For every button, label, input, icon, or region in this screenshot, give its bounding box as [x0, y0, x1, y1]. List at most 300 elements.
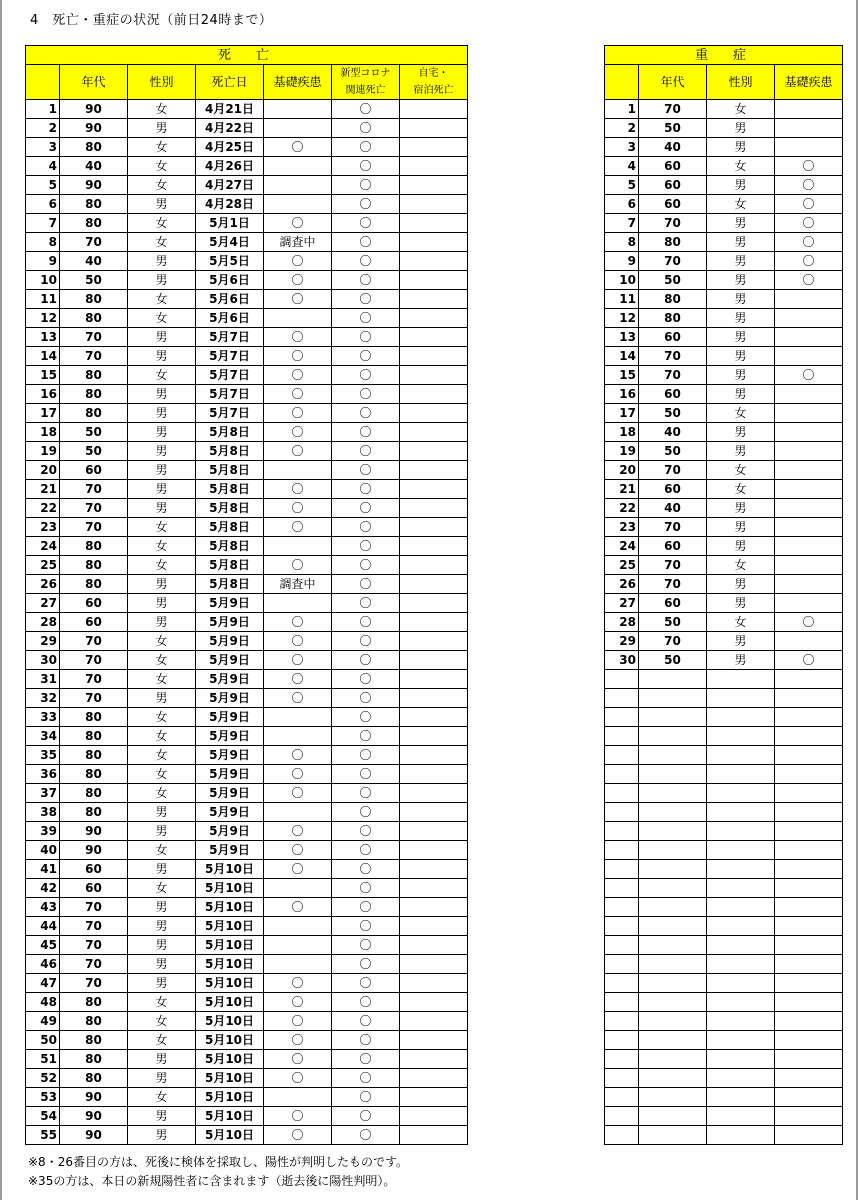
condition-cell: 〇 — [264, 822, 332, 841]
severe-empty-row — [605, 1126, 843, 1145]
sex-cell: 男 — [707, 252, 775, 271]
row-number: 38 — [26, 803, 60, 822]
condition-cell: 〇 — [775, 271, 843, 290]
severe-table-row — [605, 651, 843, 670]
condition-cell: 〇 — [264, 860, 332, 879]
date-cell: 5月8日 — [196, 537, 264, 556]
age-cell: 80 — [60, 385, 128, 404]
age-cell: 40 — [639, 499, 707, 518]
empty-cell — [707, 670, 775, 689]
condition-cell: 〇 — [264, 347, 332, 366]
corona-related-cell: 〇 — [332, 1031, 400, 1050]
sex-cell: 男 — [707, 651, 775, 670]
row-number: 49 — [26, 1012, 60, 1031]
sex-cell: 女 — [128, 518, 196, 537]
row-number: 18 — [605, 423, 639, 442]
date-cell: 5月8日 — [196, 556, 264, 575]
row-number: 22 — [605, 499, 639, 518]
empty-cell — [707, 727, 775, 746]
row-number: 13 — [605, 328, 639, 347]
empty-cell — [605, 1107, 639, 1126]
empty-cell — [707, 993, 775, 1012]
death-table-row — [26, 689, 468, 708]
severe-empty-row — [605, 898, 843, 917]
death-table-row — [26, 309, 468, 328]
sex-cell: 男 — [707, 119, 775, 138]
condition-cell: 調査中 — [264, 575, 332, 594]
condition-cell: 〇 — [264, 689, 332, 708]
empty-cell — [775, 1069, 843, 1088]
row-number: 23 — [26, 518, 60, 537]
condition-cell: 〇 — [264, 404, 332, 423]
date-cell: 5月10日 — [196, 860, 264, 879]
corona-related-cell: 〇 — [332, 1107, 400, 1126]
sex-cell: 男 — [707, 347, 775, 366]
condition-cell: 〇 — [264, 651, 332, 670]
condition-cell — [775, 556, 843, 575]
empty-cell — [775, 860, 843, 879]
corona-related-cell: 〇 — [332, 157, 400, 176]
date-cell: 5月9日 — [196, 765, 264, 784]
age-cell: 60 — [60, 594, 128, 613]
age-cell: 60 — [639, 176, 707, 195]
corona-related-cell: 〇 — [332, 841, 400, 860]
sex-cell: 女 — [128, 993, 196, 1012]
row-number: 12 — [605, 309, 639, 328]
empty-cell — [775, 955, 843, 974]
death-table-row — [26, 917, 468, 936]
age-cell: 70 — [639, 632, 707, 651]
age-cell: 90 — [60, 841, 128, 860]
date-cell: 5月8日 — [196, 423, 264, 442]
sex-cell: 女 — [128, 214, 196, 233]
footnote-2: ※35の方は、本日の新規陽性者に含まれます（逝去後に陽性判明）。 — [28, 1174, 396, 1188]
sex-cell: 男 — [128, 385, 196, 404]
empty-cell — [605, 765, 639, 784]
corona-related-cell: 〇 — [332, 708, 400, 727]
empty-cell — [775, 822, 843, 841]
row-number: 1 — [605, 100, 639, 119]
condition-cell — [775, 404, 843, 423]
row-number: 2 — [605, 119, 639, 138]
age-cell: 80 — [60, 309, 128, 328]
home-death-cell — [400, 784, 468, 803]
death-table-row — [26, 784, 468, 803]
severe-table-row — [605, 575, 843, 594]
condition-cell: 〇 — [264, 556, 332, 575]
sex-cell: 男 — [707, 423, 775, 442]
death-col-number — [26, 65, 60, 100]
empty-cell — [775, 689, 843, 708]
condition-cell: 〇 — [775, 233, 843, 252]
age-cell: 80 — [60, 138, 128, 157]
condition-cell — [775, 347, 843, 366]
condition-cell — [264, 195, 332, 214]
empty-cell — [639, 1012, 707, 1031]
age-cell: 70 — [639, 214, 707, 233]
row-number: 47 — [26, 974, 60, 993]
condition-cell: 〇 — [264, 1012, 332, 1031]
home-death-cell — [400, 898, 468, 917]
condition-cell — [264, 936, 332, 955]
row-number: 9 — [605, 252, 639, 271]
condition-cell — [775, 385, 843, 404]
death-table-row — [26, 328, 468, 347]
age-cell: 80 — [639, 309, 707, 328]
footnote-1: ※8・26番目の方は、死後に検体を採取し、陽性が判明したものです。 — [28, 1155, 409, 1169]
condition-cell: 〇 — [264, 328, 332, 347]
death-table-row — [26, 1050, 468, 1069]
condition-cell — [264, 955, 332, 974]
corona-related-cell: 〇 — [332, 347, 400, 366]
condition-cell: 〇 — [264, 138, 332, 157]
row-number: 42 — [26, 879, 60, 898]
condition-cell: 調査中 — [264, 233, 332, 252]
condition-cell: 〇 — [775, 366, 843, 385]
condition-cell: 〇 — [264, 1031, 332, 1050]
death-table-row — [26, 1107, 468, 1126]
condition-cell — [775, 575, 843, 594]
age-cell: 70 — [60, 936, 128, 955]
empty-cell — [707, 784, 775, 803]
corona-related-cell: 〇 — [332, 1069, 400, 1088]
date-cell: 5月10日 — [196, 1069, 264, 1088]
age-cell: 60 — [60, 613, 128, 632]
severe-group-header: 重 症 — [605, 46, 843, 65]
death-table-row — [26, 518, 468, 537]
death-table-row — [26, 271, 468, 290]
corona-related-cell: 〇 — [332, 613, 400, 632]
age-cell: 70 — [639, 518, 707, 537]
sex-cell: 女 — [128, 290, 196, 309]
death-table-row — [26, 157, 468, 176]
date-cell: 5月10日 — [196, 1031, 264, 1050]
row-number: 30 — [26, 651, 60, 670]
age-cell: 90 — [60, 119, 128, 138]
condition-cell — [775, 138, 843, 157]
empty-cell — [775, 803, 843, 822]
date-cell: 5月10日 — [196, 936, 264, 955]
sex-cell: 男 — [128, 936, 196, 955]
sex-cell: 男 — [128, 1069, 196, 1088]
empty-cell — [775, 841, 843, 860]
severe-table-row — [605, 252, 843, 271]
age-cell: 70 — [639, 252, 707, 271]
condition-cell — [775, 594, 843, 613]
death-col-date: 死亡日 — [196, 65, 264, 100]
sex-cell: 女 — [128, 765, 196, 784]
death-table-row — [26, 822, 468, 841]
severe-empty-row — [605, 803, 843, 822]
death-table-row — [26, 347, 468, 366]
death-table-row — [26, 1012, 468, 1031]
row-number: 35 — [26, 746, 60, 765]
date-cell: 5月9日 — [196, 727, 264, 746]
row-number: 27 — [605, 594, 639, 613]
condition-cell: 〇 — [264, 271, 332, 290]
empty-cell — [707, 803, 775, 822]
death-table-row — [26, 670, 468, 689]
severe-table-row — [605, 613, 843, 632]
home-death-cell — [400, 290, 468, 309]
severe-table-row — [605, 195, 843, 214]
sex-cell: 男 — [128, 328, 196, 347]
sex-cell: 男 — [707, 214, 775, 233]
home-death-cell — [400, 366, 468, 385]
date-cell: 5月10日 — [196, 898, 264, 917]
sex-cell: 男 — [128, 347, 196, 366]
corona-related-cell: 〇 — [332, 366, 400, 385]
empty-cell — [639, 784, 707, 803]
age-cell: 50 — [639, 119, 707, 138]
empty-cell — [775, 879, 843, 898]
home-death-cell — [400, 385, 468, 404]
sex-cell: 女 — [128, 309, 196, 328]
empty-cell — [639, 689, 707, 708]
date-cell: 5月8日 — [196, 442, 264, 461]
empty-cell — [775, 1031, 843, 1050]
age-cell: 80 — [60, 290, 128, 309]
severe-col-sex: 性別 — [707, 65, 775, 100]
age-cell: 80 — [639, 233, 707, 252]
severe-empty-row — [605, 765, 843, 784]
sex-cell: 男 — [128, 898, 196, 917]
home-death-cell — [400, 1069, 468, 1088]
age-cell: 50 — [639, 651, 707, 670]
corona-related-cell: 〇 — [332, 480, 400, 499]
corona-header-line1: 新型コロナ — [340, 68, 391, 79]
sex-cell: 男 — [128, 195, 196, 214]
condition-cell: 〇 — [264, 898, 332, 917]
death-table-row — [26, 936, 468, 955]
row-number: 24 — [26, 537, 60, 556]
date-cell: 5月9日 — [196, 841, 264, 860]
row-number: 48 — [26, 993, 60, 1012]
empty-cell — [605, 689, 639, 708]
corona-header-line2: 関連死亡 — [345, 85, 386, 96]
death-table-row — [26, 841, 468, 860]
date-cell: 5月8日 — [196, 499, 264, 518]
row-number: 8 — [605, 233, 639, 252]
sex-cell: 男 — [128, 1107, 196, 1126]
condition-cell: 〇 — [775, 613, 843, 632]
empty-cell — [605, 917, 639, 936]
corona-related-cell: 〇 — [332, 1012, 400, 1031]
date-cell: 4月21日 — [196, 100, 264, 119]
empty-cell — [605, 1069, 639, 1088]
date-cell: 5月10日 — [196, 993, 264, 1012]
sex-cell: 男 — [128, 822, 196, 841]
empty-cell — [707, 1050, 775, 1069]
home-death-cell — [400, 1031, 468, 1050]
empty-cell — [775, 898, 843, 917]
row-number: 6 — [26, 195, 60, 214]
date-cell: 5月10日 — [196, 1126, 264, 1145]
empty-cell — [707, 689, 775, 708]
age-cell: 70 — [60, 898, 128, 917]
severe-table-row — [605, 404, 843, 423]
home-death-cell — [400, 1050, 468, 1069]
death-table-row — [26, 366, 468, 385]
age-cell: 70 — [60, 670, 128, 689]
date-cell: 4月27日 — [196, 176, 264, 195]
severe-empty-row — [605, 689, 843, 708]
empty-cell — [605, 955, 639, 974]
age-cell: 80 — [60, 1031, 128, 1050]
empty-cell — [775, 917, 843, 936]
age-cell: 50 — [60, 442, 128, 461]
empty-cell — [639, 917, 707, 936]
severe-table-row — [605, 423, 843, 442]
sex-cell: 女 — [707, 613, 775, 632]
row-number: 15 — [605, 366, 639, 385]
age-cell: 90 — [60, 1088, 128, 1107]
row-number: 44 — [26, 917, 60, 936]
age-cell: 40 — [639, 423, 707, 442]
severe-table-row — [605, 233, 843, 252]
home-death-cell — [400, 176, 468, 195]
condition-cell — [775, 423, 843, 442]
sex-cell: 男 — [128, 442, 196, 461]
sex-cell: 女 — [128, 366, 196, 385]
sex-cell: 男 — [707, 328, 775, 347]
death-table-row — [26, 974, 468, 993]
sex-cell: 男 — [128, 252, 196, 271]
age-cell: 60 — [639, 385, 707, 404]
condition-cell — [775, 309, 843, 328]
row-number: 1 — [26, 100, 60, 119]
empty-cell — [707, 1088, 775, 1107]
severe-empty-row — [605, 746, 843, 765]
death-table-row — [26, 119, 468, 138]
home-death-cell — [400, 119, 468, 138]
condition-cell — [264, 879, 332, 898]
row-number: 24 — [605, 537, 639, 556]
home-death-cell — [400, 404, 468, 423]
sex-cell: 男 — [128, 917, 196, 936]
corona-related-cell: 〇 — [332, 955, 400, 974]
row-number: 3 — [26, 138, 60, 157]
sex-cell: 女 — [707, 480, 775, 499]
row-number: 43 — [26, 898, 60, 917]
row-number: 10 — [605, 271, 639, 290]
sex-cell: 女 — [128, 746, 196, 765]
sex-cell: 男 — [128, 461, 196, 480]
severe-table-row — [605, 499, 843, 518]
row-number: 29 — [26, 632, 60, 651]
age-cell: 80 — [60, 556, 128, 575]
age-cell: 60 — [639, 328, 707, 347]
sex-cell: 男 — [128, 594, 196, 613]
age-cell: 70 — [639, 100, 707, 119]
death-table-row — [26, 385, 468, 404]
condition-cell: 〇 — [775, 651, 843, 670]
age-cell: 50 — [639, 442, 707, 461]
age-cell: 80 — [60, 214, 128, 233]
sex-cell: 男 — [128, 119, 196, 138]
date-cell: 5月9日 — [196, 613, 264, 632]
death-table-row — [26, 993, 468, 1012]
death-table-row — [26, 879, 468, 898]
age-cell: 90 — [60, 1126, 128, 1145]
date-cell: 5月4日 — [196, 233, 264, 252]
empty-cell — [639, 936, 707, 955]
row-number: 52 — [26, 1069, 60, 1088]
row-number: 21 — [605, 480, 639, 499]
severe-empty-row — [605, 974, 843, 993]
empty-cell — [639, 765, 707, 784]
condition-cell — [775, 100, 843, 119]
sex-cell: 男 — [128, 613, 196, 632]
death-table-row — [26, 100, 468, 119]
empty-cell — [639, 822, 707, 841]
severe-table-row — [605, 385, 843, 404]
corona-related-cell: 〇 — [332, 860, 400, 879]
age-cell: 60 — [639, 195, 707, 214]
severe-empty-row — [605, 708, 843, 727]
empty-cell — [639, 955, 707, 974]
sex-cell: 女 — [128, 233, 196, 252]
age-cell: 80 — [60, 727, 128, 746]
age-cell: 70 — [60, 518, 128, 537]
sex-cell: 男 — [128, 803, 196, 822]
sex-cell: 男 — [128, 575, 196, 594]
sex-cell: 男 — [128, 1126, 196, 1145]
condition-cell — [264, 309, 332, 328]
home-death-cell — [400, 138, 468, 157]
condition-cell — [264, 461, 332, 480]
empty-cell — [775, 708, 843, 727]
row-number: 17 — [26, 404, 60, 423]
age-cell: 70 — [60, 347, 128, 366]
empty-cell — [707, 860, 775, 879]
row-number: 4 — [605, 157, 639, 176]
date-cell: 5月10日 — [196, 1012, 264, 1031]
empty-cell — [707, 1107, 775, 1126]
sex-cell: 女 — [128, 1031, 196, 1050]
age-cell: 70 — [60, 917, 128, 936]
corona-related-cell: 〇 — [332, 537, 400, 556]
severe-empty-row — [605, 1050, 843, 1069]
severe-table-row — [605, 100, 843, 119]
age-cell: 60 — [639, 537, 707, 556]
condition-cell — [775, 461, 843, 480]
row-number: 32 — [26, 689, 60, 708]
home-death-cell — [400, 518, 468, 537]
row-number: 33 — [26, 708, 60, 727]
condition-cell — [775, 442, 843, 461]
age-cell: 60 — [60, 860, 128, 879]
empty-cell — [639, 708, 707, 727]
severe-col-condition: 基礎疾患 — [775, 65, 843, 100]
date-cell: 5月10日 — [196, 974, 264, 993]
death-table-row — [26, 195, 468, 214]
date-cell: 5月6日 — [196, 309, 264, 328]
empty-cell — [639, 670, 707, 689]
severe-empty-row — [605, 1107, 843, 1126]
sex-cell: 女 — [128, 537, 196, 556]
death-table-row — [26, 1126, 468, 1145]
age-cell: 90 — [60, 822, 128, 841]
corona-related-cell: 〇 — [332, 100, 400, 119]
condition-cell — [264, 1088, 332, 1107]
date-cell: 5月5日 — [196, 252, 264, 271]
row-number: 2 — [26, 119, 60, 138]
death-table-row — [26, 613, 468, 632]
corona-related-cell: 〇 — [332, 404, 400, 423]
severe-empty-row — [605, 955, 843, 974]
sex-cell: 男 — [128, 499, 196, 518]
